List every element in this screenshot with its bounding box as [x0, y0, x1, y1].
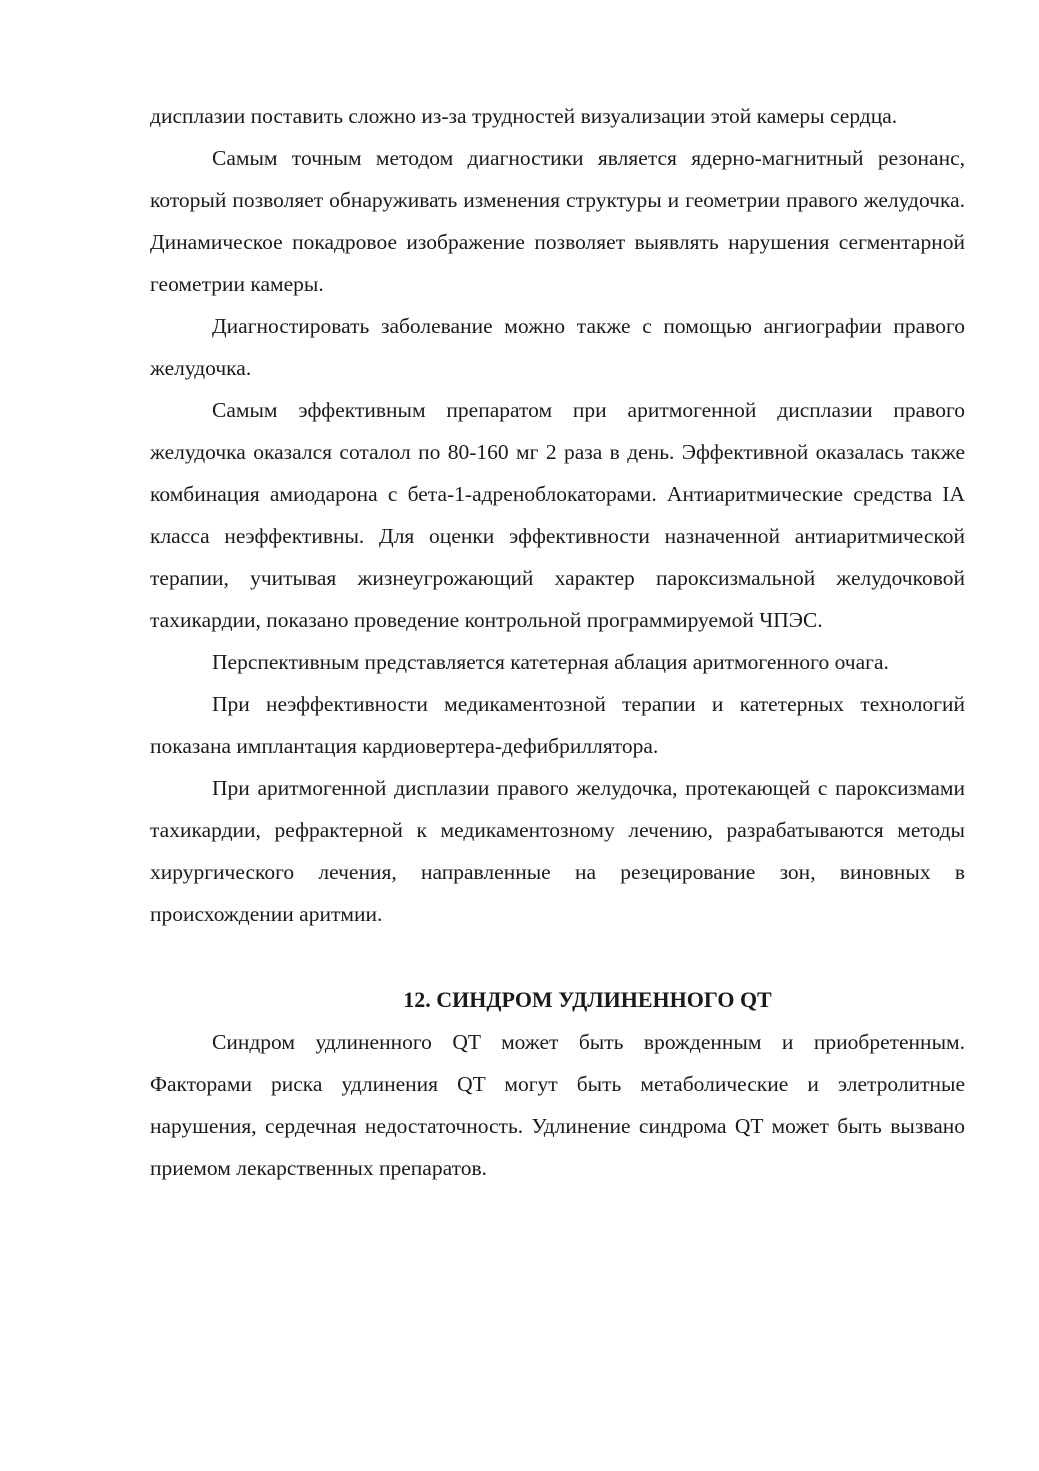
paragraph-long-qt-intro: Синдром удлиненного QT может быть врожденным и приобретенным. Факторами риска удлинения QT могут быть метаболические и элетролитные нарушения, сердечная недостаточность. Удлинение синдрома QT может быть вызвано приемом лекарственных препаратов. [150, 1030, 965, 1180]
paragraph-continuation: дисплазии поставить сложно из-за трудностей визуализации этой камеры сердца. [150, 104, 898, 128]
page-content [150, 95, 965, 1189]
paragraph-surgical-treatment: При аритмогенной дисплазии правого желудочка, протекающей с пароксизмами тахикардии, рефрактерной к медикаментозному лечению, разрабатываются методы хирургического лечения, направленные на резецирование зон, виновных в происхождении аритмии. [150, 776, 965, 926]
paragraph-mri-diagnostics: Самым точным методом диагностики является ядерно-магнитный резонанс, который позволяет обнаруживать изменения структуры и геометрии правого желудочка. Динамическое покадровое изображение позволяет выявлять нарушения сегментарной геометрии камеры. [150, 146, 965, 296]
section-heading: 12. СИНДРОМ УДЛИНЕННОГО QT [403, 987, 772, 1012]
paragraph-angiography: Диагностировать заболевание можно также с помощью ангиографии правого желудочка. [150, 314, 965, 380]
paragraph-catheter-ablation: Перспективным представляется катетерная аблация аритмогенного очага. [212, 650, 889, 674]
paragraph-defibrillator: При неэффективности медикаментозной терапии и катетерных технологий показана имплантация кардиовертера-дефибриллятора. [150, 692, 965, 758]
paragraph-drug-therapy: Самым эффективным препаратом при аритмогенной дисплазии правого желудочка оказался соталол по 80-160 мг 2 раза в день. Эффективной оказалась также комбинация амиодарона с бета-1-адреноблокаторами. Антиаритмические средства IA класса неэффективны. Для оценки эффективности назначенной антиаритмической терапии, учитывая жизнеугрожающий характер пароксизмальной желудочковой тахикардии, показано проведение контрольной программируемой ЧПЭС. [150, 398, 965, 632]
